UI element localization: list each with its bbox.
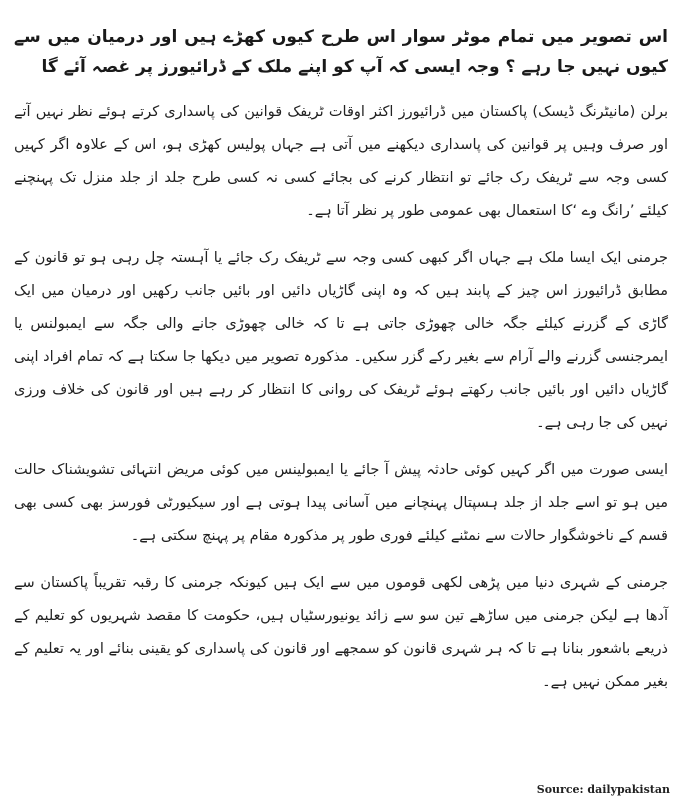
article-body bbox=[14, 22, 668, 713]
article-paragraph: جرمنی ایک ایسا ملک ہے جہاں اگر کبھی کسی وجہ سے ٹریفک رک جائے یا آہستہ چل رہی ہو تو قانون کے مطابق ڈرائیورز اس چیز کے پابند ہیں کہ وہ اپنی گاڑیاں دائیں اور بائیں جانب رکھیں اور درمیان میں ایک گاڑی کے گزرنے کیلئے جگہ خالی چھوڑی جاتی ہے تا کہ خالی چھوڑی جانے والی جگہ سے ایمبولنس یا ایمرجنسی گزرنے والے آرام سے بغیر رکے گزر سکیں۔ مذکورہ تصویر میں دیکھا جا سکتا ہے کہ تمام افراد اپنی گاڑیاں دائیں اور بائیں جانب رکھتے ہوئے ٹریفک کی روانی کا انتظار کر رہے ہیں اور قانون کی خلاف ورزی نہیں کی جا رہی ہے۔ bbox=[14, 250, 668, 431]
article-paragraph: جرمنی کے شہری دنیا میں پڑھی لکھی قوموں میں سے ایک ہیں کیونکہ جرمنی کا رقبہ تقریباً پاکستان سے آدھا ہے لیکن جرمنی میں ساڑھے تین سو سے زائد یونیورسٹیاں ہیں، حکومت کا مقصد شہریوں کو تعلیم کے ذریعے باشعور بنانا ہے تا کہ ہر شہری قانون کو سمجھے اور قانون کی پاسداری کو یقینی بنائے اور یہ تعلیم کے بغیر ممکن نہیں ہے۔ bbox=[14, 575, 668, 690]
source-credit: Source: dailypakistan bbox=[536, 783, 670, 796]
article-headline: اس تصویر میں تمام موٹر سوار اس طرح کیوں کھڑے ہیں اور درمیان میں سے کیوں نہیں جا رہے ؟ وجہ ایسی کہ آپ کو اپنے ملک کے ڈرائیورز پر غصہ آئے گا bbox=[14, 27, 668, 77]
article-paragraph: ایسی صورت میں اگر کہیں کوئی حادثہ پیش آ جائے یا ایمبولینس میں کوئی مریض انتہائی تشویشناک حالت میں ہو تو اسے جلد از جلد ہسپتال پہنچانے میں آسانی پیدا ہوتی ہے اور سیکیورٹی فورسز بھی کسی بھی قسم کے ناخوشگوار حالات سے نمٹنے کیلئے فوری طور پر مذکورہ مقام پر پہنچ سکتی ہے۔ bbox=[14, 462, 668, 544]
article-paragraph: برلن (مانیٹرنگ ڈیسک) پاکستان میں ڈرائیورز اکثر اوقات ٹریفک قوانین کی پاسداری کرتے ہوئے نظر نہیں آتے اور صرف وہیں پر قوانین کی پاسداری دیکھنے میں آتی ہے جہاں پولیس کھڑی ہو، اس کے علاوہ اگر کہیں کسی وجہ سے ٹریفک رک جائے تو انتظار کرنے کی بجائے کسی نہ کسی طرح جلد از جلد منزل تک پہنچنے کیلئے ’رانگ وے ‘کا استعمال بھی عمومی طور پر نظر آتا ہے۔ bbox=[14, 104, 668, 219]
